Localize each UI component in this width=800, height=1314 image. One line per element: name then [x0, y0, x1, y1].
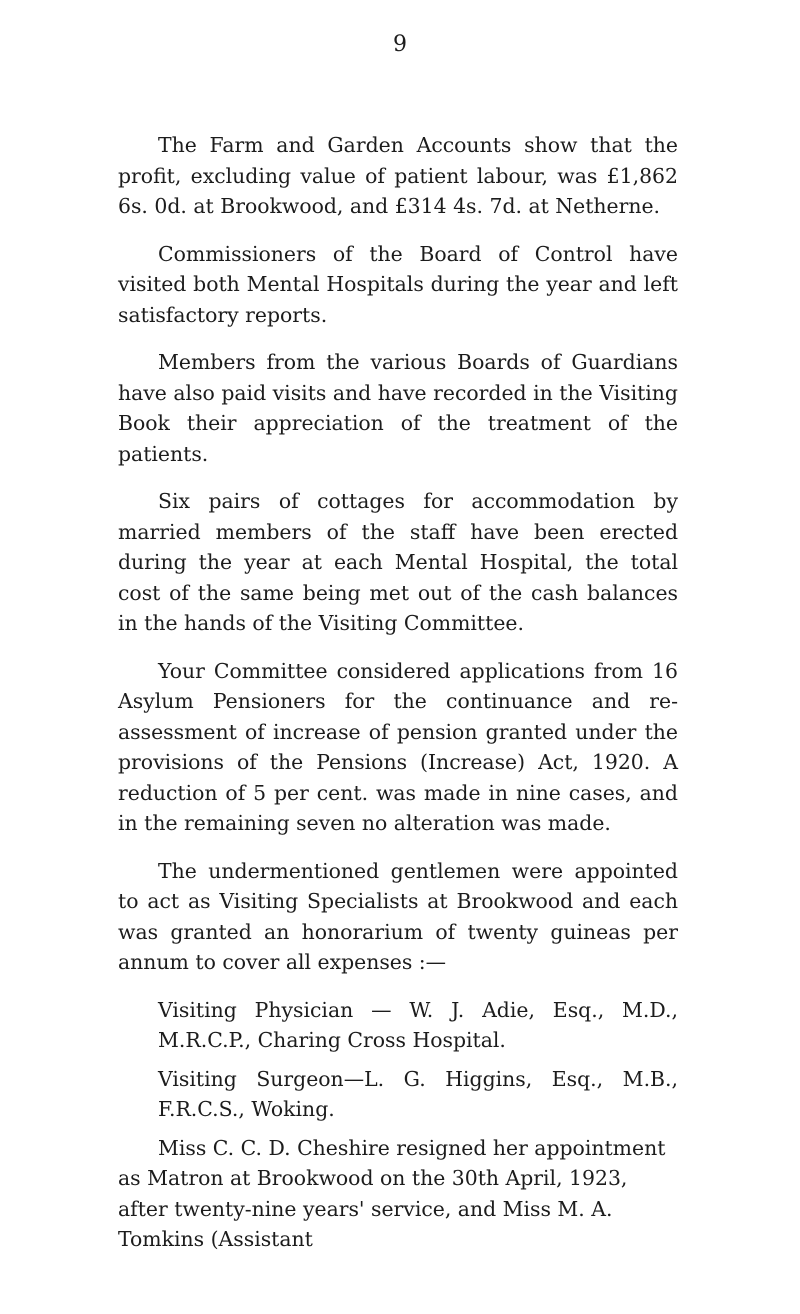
paragraph-pensioners: Your Committee considered applications from 16 Asylum Pensioners for the continuance and re-assessment of increase of pension granted under the provisions of the Pensions (Increase) Act, 1920. A reduction of 5 per cent. was made in nine cases, and in the remaining seven no alteration was made. [118, 658, 678, 835]
specialist-physician-entry: Visiting Physician — W. J. Adie, Esq., M.D., M.R.C.P., Charing Cross Hospital. [158, 997, 678, 1052]
specialist-surgeon-entry: Visiting Surgeon—L. G. Higgins, Esq., M.B., F.R.C.S., Woking. [158, 1066, 678, 1121]
paragraph-cottages: Six pairs of cottages for accommodation by married members of the staff have been erected during the year at each Mental Hospital, the total cost of the same being met out of the cash balances in the hands of the Visiting Committee. [118, 489, 678, 635]
report-body [118, 130, 678, 1272]
paragraph-farm-accounts: The Farm and Garden Accounts show that the profit, excluding value of patient labour, was £1,862 6s. 0d. at Brookwood, and £314 4s. 7d. at Netherne. [118, 133, 678, 218]
paragraph-guardians: Members from the various Boards of Guardians have also paid visits and have recorded in the Visiting Book their appreciation of the treatment of the patients. [118, 350, 678, 466]
page-number: 9 [393, 32, 407, 57]
paragraph-matron: Miss C. C. D. Cheshire resigned her appointment as Matron at Brookwood on the 30th April, 1923, after twenty-nine years' service, and Miss M. A. Tomkins (Assistant [118, 1135, 666, 1251]
paragraph-commissioners: Commissioners of the Board of Control have visited both Mental Hospitals during the year and left satisfactory reports. [118, 241, 678, 327]
paragraph-specialists: The undermentioned gentlemen were appointed to act as Visiting Specialists at Brookwood and each was granted an honorarium of twenty guineas per annum to cover all expenses :— [118, 858, 678, 974]
